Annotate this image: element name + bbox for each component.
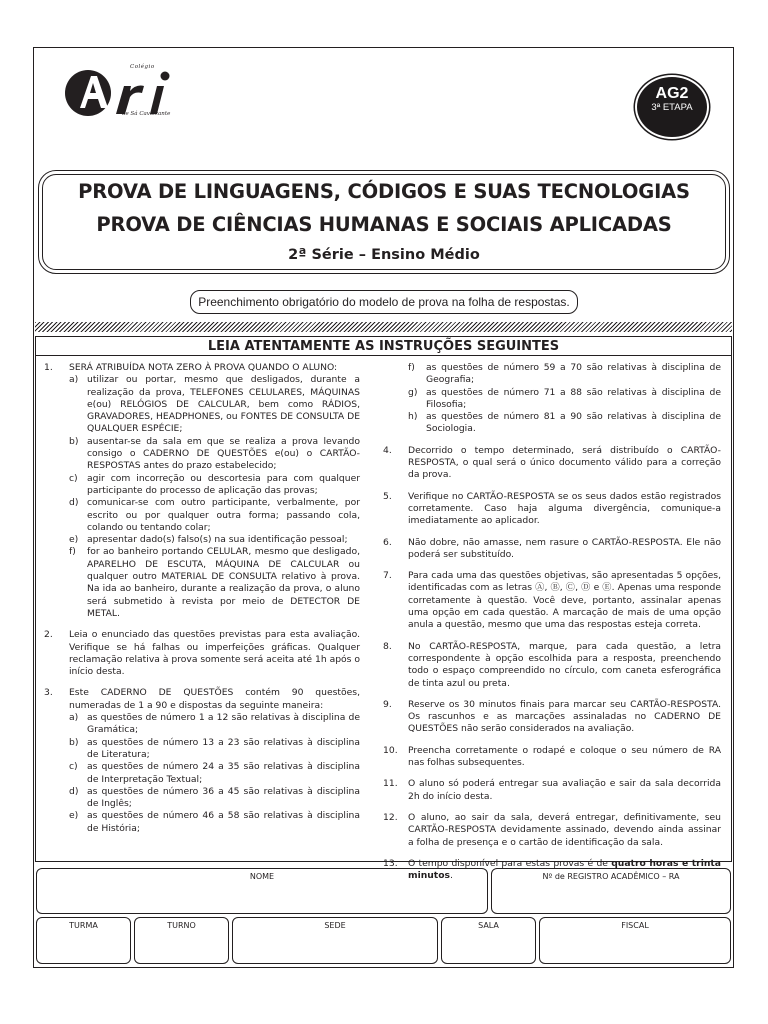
turma-label: TURMA	[69, 921, 98, 930]
fiscal-label: FISCAL	[621, 921, 649, 930]
instruction-number: 9.	[383, 698, 392, 710]
sub-item-text: comunicar-se com outro participante, verbalmente, por escrito ou por qualquer outra forma; passando cola, colando ou tentando colar;	[87, 497, 360, 533]
instruction-8	[383, 641, 721, 690]
exam-title-2: PROVA DE CIÊNCIAS HUMANAS E SOCIAIS APLICADAS	[96, 213, 672, 236]
sub-item-text: as questões de número 71 a 88 são relativas à disciplina de Filosofia;	[426, 386, 721, 410]
instruction-number: 4.	[383, 444, 392, 456]
instruction-1-f: f) for ao banheiro portando CELULAR, mesmo que desligado, APARELHO DE ESCUTA, MÁQUINA DE CALCULAR ou qualquer outro MATERIAL DE CONSULTA relativo à prova. Na ida ao banheiro, durante a realização da prova, o aluno será submetido à revista por meio de DETECTOR DE METAL.	[69, 546, 360, 619]
instruction-1	[44, 362, 360, 620]
instruction-number: 11.	[383, 778, 398, 790]
instruction-text: O aluno, ao sair da sala, deverá entregar, definitivamente, seu CARTÃO-RESPOSTA devidamente assinado, devendo ainda assinar a folha de presença e o cartão de identificação da sala.	[408, 811, 721, 848]
sede-label: SEDE	[324, 921, 346, 930]
instruction-5	[383, 491, 721, 528]
instruction-text: Leia o enunciado das questões previstas para esta avaliação. Verifique se há falhas ou imperfeições gráficas. Qualquer reclamação relativa à prova somente será aceita até 1h após o início desta.	[69, 629, 361, 678]
instruction-6	[383, 537, 721, 562]
sub-item-text: as questões de número 59 a 70 são relativas à disciplina de Geografia;	[426, 362, 721, 386]
instructions-heading: LEIA ATENTAMENTE AS INSTRUÇÕES SEGUINTES	[207, 339, 560, 354]
instruction-text: No CARTÃO-RESPOSTA, marque, para cada questão, a letra correspondente à opção escolhida para a resposta, preenchendo todo o espaço compreendido no círculo, com caneta esferográfica de tinta azul ou preta.	[408, 640, 721, 689]
instruction-number: 6.	[383, 536, 392, 548]
instruction-3-e: e) as questões de número 46 a 58 são relativas à disciplina de História;	[69, 810, 360, 834]
instruction-text: SERÁ ATRIBUÍDA NOTA ZERO À PROVA QUANDO O ALUNO:	[69, 362, 338, 373]
logo-top-text: Colégio	[130, 64, 155, 70]
instruction-1-a: a) utilizar ou portar, mesmo que desligados, durante a realização da prova, TELEFONES CELULARES, MÁQUINAS e(ou) RELÓGIOS DE CALCULAR, bem como RÁDIOS, GRAVADORES, HEADPHONES, ou FONTES DE CONSULTA DE QUALQUER ESPÉCIE;	[69, 374, 360, 435]
hatched-divider	[35, 322, 732, 332]
instruction-3	[44, 687, 360, 835]
sub-item-text: as questões de número 46 a 58 são relativas à disciplina de História;	[87, 810, 360, 834]
instruction-text: .	[449, 870, 453, 882]
instructions-left-column	[44, 362, 360, 844]
sub-item-text: ausentar-se da sala em que se realiza a prova levando consigo o CADERNO DE QUESTÕES e(ou) o CARTÃO-RESPOSTAS antes do prazo estabelecido;	[87, 435, 360, 472]
instructions-right-column	[383, 362, 721, 891]
instruction-1-e: e) apresentar dado(s) falso(s) na sua identificação pessoal;	[69, 534, 348, 546]
instruction-number: 13.	[383, 857, 398, 869]
instruction-3-c: c) as questões de número 24 a 35 são relativas à disciplina de Interpretação Textual;	[69, 761, 360, 785]
instruction-1-c: c) agir com incorreção ou descortesia para com qualquer participante do processo de aplicação das provas;	[69, 472, 360, 496]
instruction-number: 3.	[44, 687, 53, 699]
instruction-3-g: g) as questões de número 71 a 88 são relativas à disciplina de Filosofia;	[408, 386, 721, 410]
logo-bottom-text: de Sá Cavalcante	[122, 111, 171, 117]
sub-item-text: agir com incorreção ou descortesia para com qualquer participante do processo de aplicação das provas;	[87, 472, 360, 496]
instruction-number: 7.	[383, 570, 392, 582]
instruction-text: Verifique no CARTÃO-RESPOSTA se os seus dados estão registrados corretamente. Caso haja alguma divergência, comunique-a imediatamente ao aplicador.	[408, 490, 721, 527]
instruction-3-f: f) as questões de número 59 a 70 são relativas à disciplina de Geografia;	[408, 362, 721, 386]
sala-label: SALA	[478, 921, 499, 930]
instruction-number: 10.	[383, 744, 398, 756]
exam-subtitle: 2ª Série – Ensino Médio	[288, 247, 480, 263]
instructions-heading-divider	[35, 355, 732, 356]
sub-item-text: as questões de número 36 a 45 são relativas à disciplina de Inglês;	[87, 785, 360, 810]
instruction-1-b: b) ausentar-se da sala em que se realiza a prova levando consigo o CADERNO DE QUESTÕES e(ou) o CARTÃO-RESPOSTAS antes do prazo estabelecido;	[69, 435, 360, 472]
sub-item-text: as questões de número 81 a 90 são relativas à disciplina de Sociologia.	[426, 411, 721, 435]
sub-item-text: as questões de número 24 a 35 são relativas à disciplina de Interpretação Textual;	[87, 761, 360, 785]
instruction-4	[383, 445, 721, 482]
instruction-3-h: h) as questões de número 81 a 90 são relativas à disciplina de Sociologia.	[408, 411, 721, 435]
sub-item-text: as questões de número 1 a 12 são relativas à disciplina de Gramática;	[87, 712, 360, 736]
sub-item-text: for ao banheiro portando CELULAR, mesmo que desligado, APARELHO DE ESCUTA, MÁQUINA DE CALCULAR ou qualquer outro MATERIAL DE CONSULTA relativo à prova. Na ida ao banheiro, durante a realização da prova, o aluno será submetido à revista por meio de DETECTOR DE METAL.	[87, 546, 360, 619]
instruction-number: 8.	[383, 640, 392, 652]
instruction-9	[383, 699, 721, 736]
name-label: NOME	[249, 872, 275, 881]
instruction-10	[383, 745, 721, 770]
sub-item-text: apresentar dado(s) falso(s) na sua identificação pessoal;	[87, 534, 348, 546]
instruction-12	[383, 812, 721, 849]
instruction-text: Preencha corretamente o rodapé e coloque o seu número de RA nas folhas subsequentes.	[408, 744, 721, 769]
turno-label: TURNO	[167, 921, 196, 930]
instruction-number: 5.	[383, 490, 392, 502]
instruction-3-continued	[383, 362, 721, 436]
instruction-text: Não dobre, não amasse, nem rasure o CARTÃO-RESPOSTA. Ele não poderá ser substituído.	[408, 536, 721, 560]
instruction-3-b: b) as questões de número 13 a 23 são relativas à disciplina de Literatura;	[69, 736, 360, 760]
instruction-3-d: d) as questões de número 36 a 45 são relativas à disciplina de Inglês;	[69, 785, 360, 810]
sub-item-text: utilizar ou portar, mesmo que desligados, durante a realização da prova, TELEFONES CELULARES, MÁQUINAS e(ou) RELÓGIOS DE CALCULAR, bem como RÁDIOS, GRAVADORES, HEADPHONES, ou FONTES DE CONSULTA DE QUALQUER ESPÉCIE;	[87, 374, 360, 435]
instruction-text: Este CADERNO DE QUESTÕES contém 90 questões, numeradas de 1 a 90 e dispostas da seguinte maneira:	[69, 687, 360, 711]
exam-code-badge	[635, 75, 709, 139]
instruction-number: 2.	[44, 629, 53, 641]
instruction-2	[44, 629, 360, 678]
sub-item-text: as questões de número 13 a 23 são relativas à disciplina de Literatura;	[87, 736, 360, 760]
instruction-text: O tempo disponível para estas provas é de	[408, 857, 612, 869]
instruction-text: Para cada uma das questões objetivas, são apresentadas 5 opções, identificadas com as letras Ⓐ, Ⓑ, Ⓒ, Ⓓ e Ⓔ. Apenas uma responde corretamente à questão. Você deve, portanto, assinalar apenas uma opção em cada questão. A marcação de mais de uma opção anula a questão, mesmo que uma das respostas esteja correta.	[408, 570, 721, 631]
instruction-text-bold: quatro horas e trinta minutos	[408, 857, 721, 882]
instruction-number: 12.	[383, 811, 398, 823]
instruction-text: Decorrido o tempo determinado, será distribuído o CARTÃO-RESPOSTA, o qual será o único documento válido para a correção da prova.	[408, 444, 721, 481]
school-logo	[64, 64, 194, 120]
badge-stage: 3ª ETAPA	[651, 102, 693, 113]
instruction-text: O aluno só poderá entregar sua avaliação e sair da sala decorrida 2h do início desta.	[408, 778, 721, 802]
instruction-7	[383, 570, 721, 631]
answer-sheet-notice: Preenchimento obrigatório do modelo de prova na folha de respostas.	[190, 290, 578, 314]
instruction-3-a: a) as questões de número 1 a 12 são relativas à disciplina de Gramática;	[69, 712, 360, 736]
ra-label: Nº de REGISTRO ACADÊMICO – RA	[542, 872, 680, 881]
badge-code: AG2	[655, 85, 689, 102]
instruction-text: Reserve os 30 minutos finais para marcar seu CARTÃO-RESPOSTA. Os rascunhos e as marcações assinaladas no CADERNO DE QUESTÕES não serão considerados na avaliação.	[408, 698, 721, 735]
instruction-11	[383, 778, 721, 803]
exam-title-1: PROVA DE LINGUAGENS, CÓDIGOS E SUAS TECNOLOGIAS	[78, 180, 690, 203]
instruction-number: 1.	[44, 362, 53, 373]
instruction-1-d: d) comunicar-se com outro participante, verbalmente, por escrito ou por qualquer outra forma; passando cola, colando ou tentando colar;	[69, 497, 360, 533]
